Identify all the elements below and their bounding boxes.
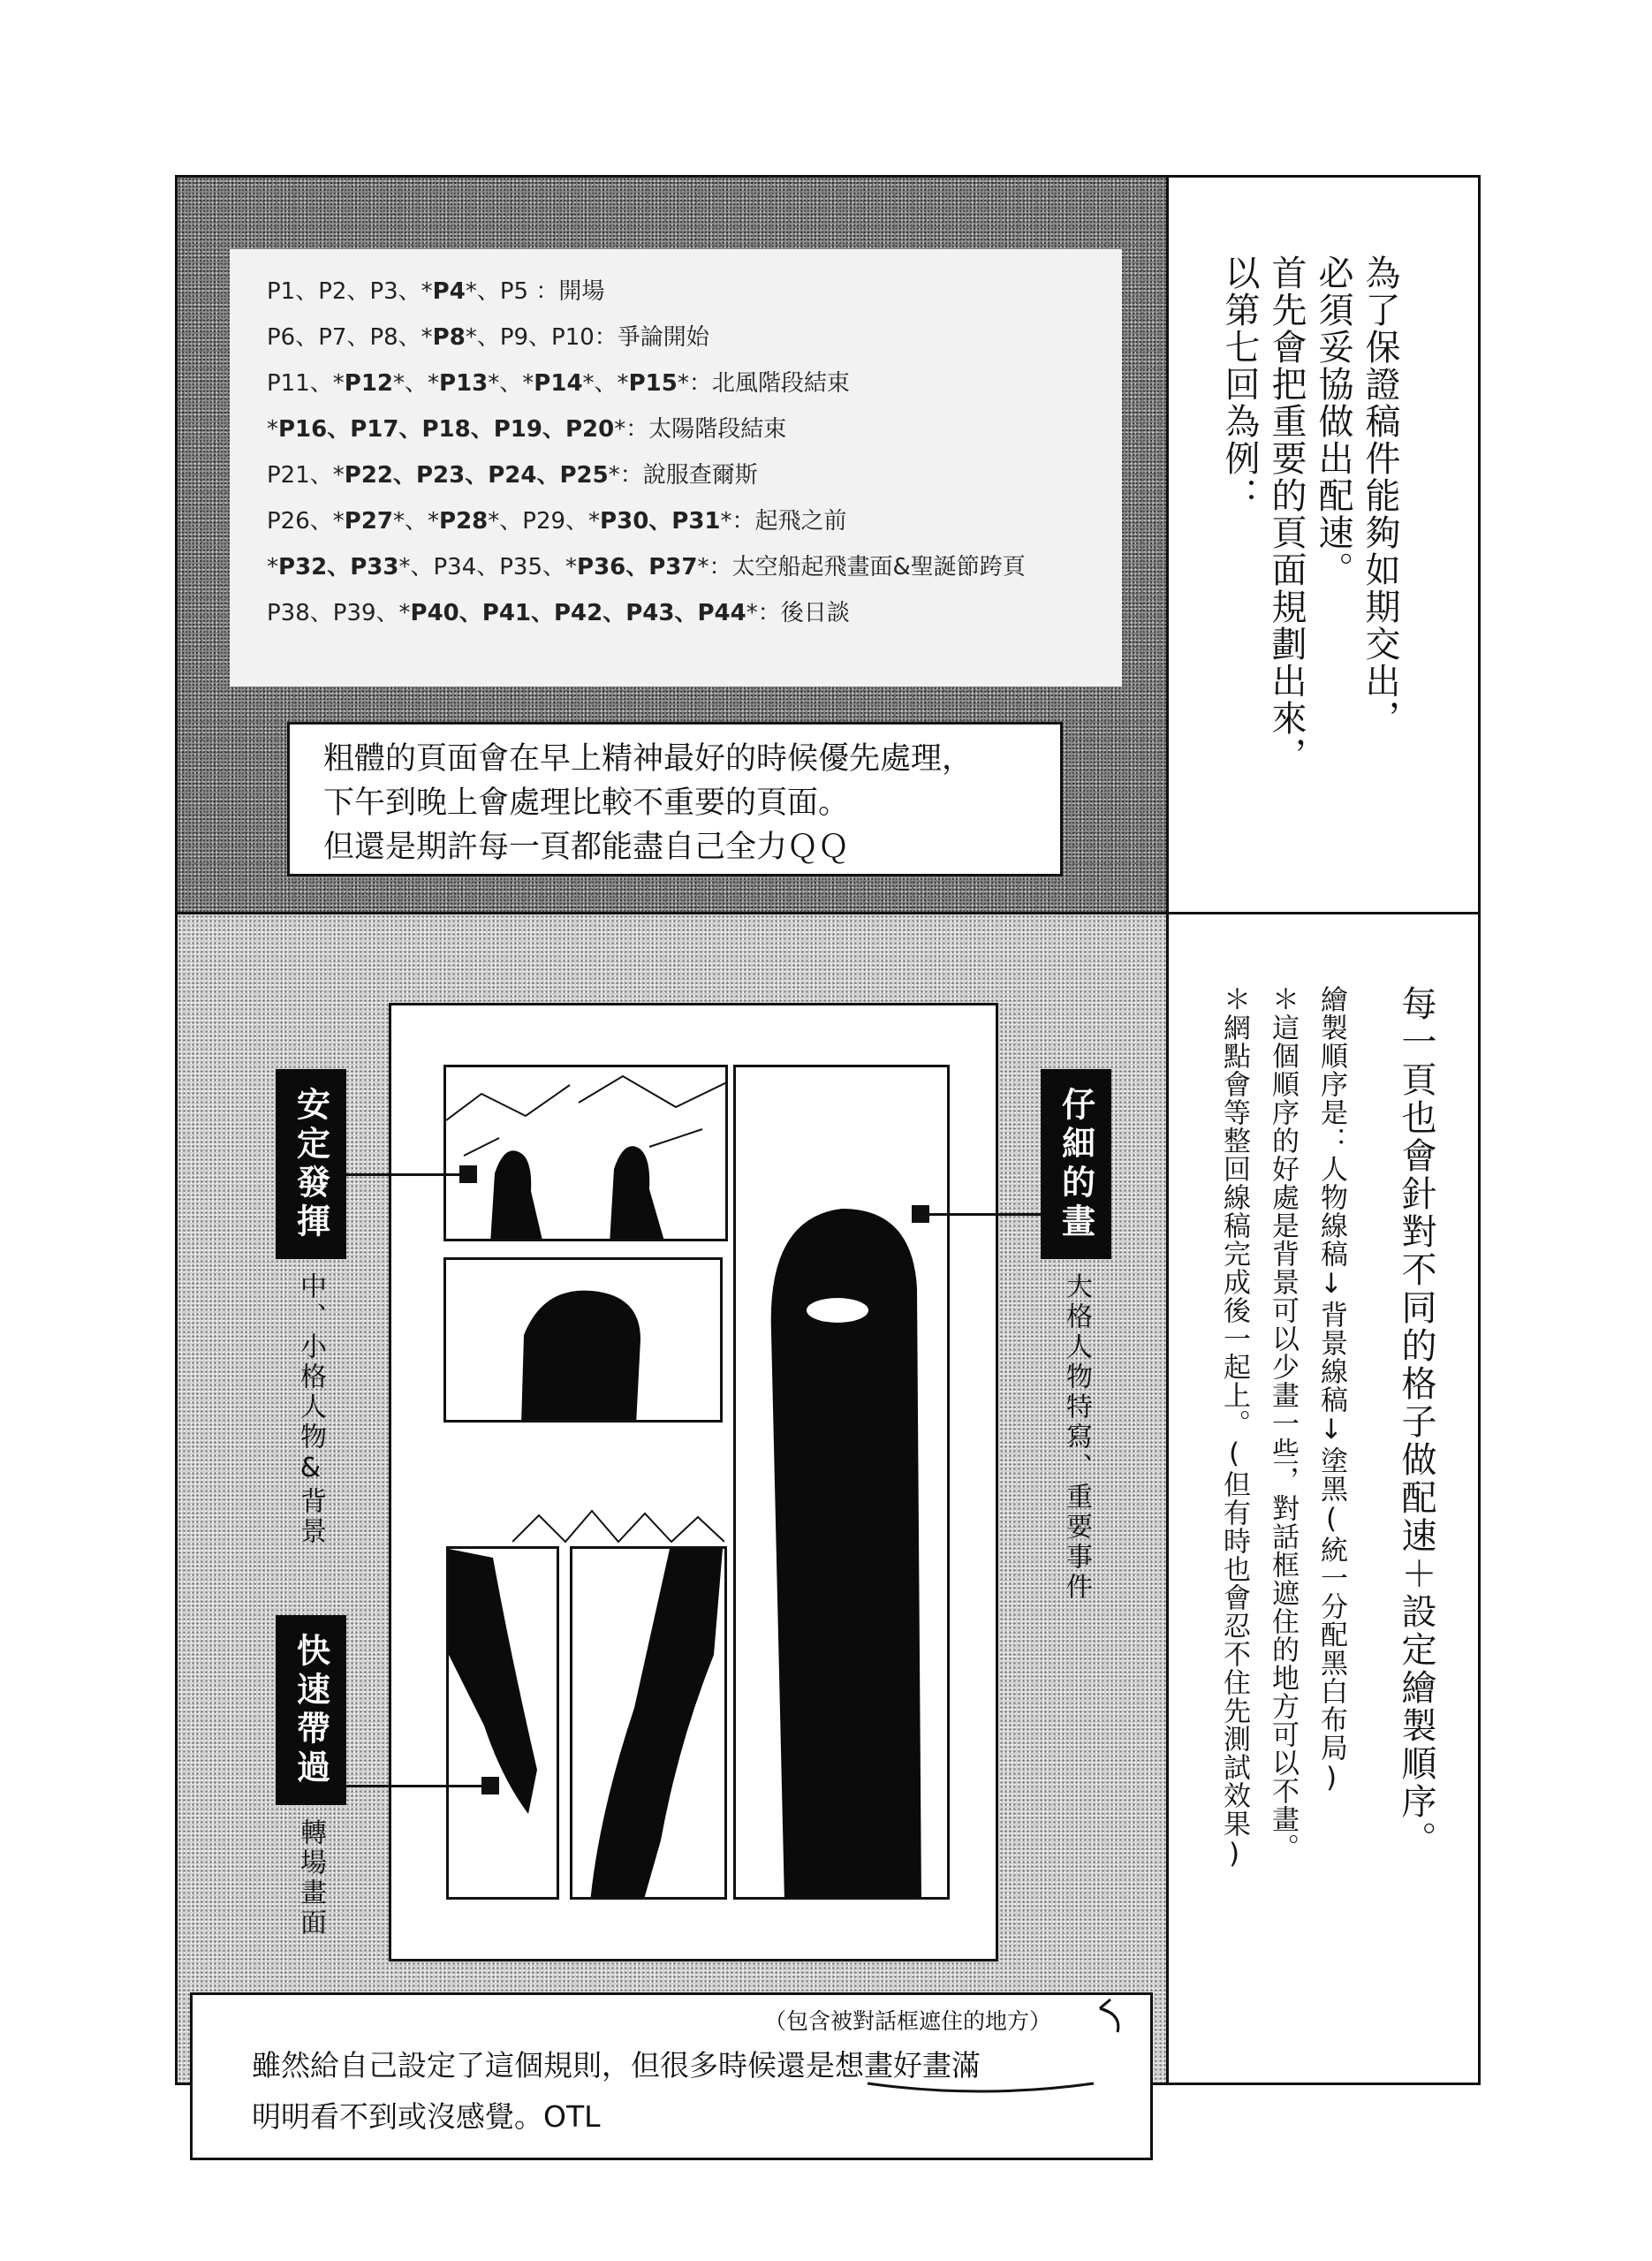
bubble-line: 粗體的頁面會在早上精神最好的時候優先處理，: [323, 741, 974, 777]
schedule-line: P38、P39、*P40、P41、P42、P43、P44*：後日談: [267, 600, 850, 626]
schedule-line: *P16、P17、P18、P19、P20*：太陽階段結束: [267, 416, 787, 443]
panel-transition-right: [570, 1546, 727, 1900]
bottom-note: （包含被對話框遮住的地方）: [764, 2008, 1052, 2034]
schedule-line: P11、*P12*、*P13*、*P14*、*P15*：北風階段結束: [267, 370, 850, 397]
marker-careful: [912, 1205, 929, 1223]
narration-main: 每一頁也會針對不同的格子做配速＋設定繪製順序。: [1396, 985, 1436, 1859]
bottom-arrow: [1091, 1992, 1135, 2040]
narration-line: 必須妥協做出配速。: [1313, 254, 1353, 588]
schedule-line: P1、P2、P3、*P4*、P5 ：開場: [267, 278, 605, 305]
schedule-line: P26、*P27*、*P28*、P29、*P30、P31*：起飛之前: [267, 508, 847, 535]
speech-bubble: [287, 722, 1063, 876]
bubble-line: 下午到晚上會處理比較不重要的頁面。: [323, 785, 850, 821]
caption-underline: [866, 2078, 1095, 2099]
sub-fast: 轉場畫面: [295, 1818, 326, 1939]
schedule-list: [267, 269, 1122, 636]
leader-careful: [919, 1213, 1042, 1216]
bubble-line: 但還是期許每一頁都能盡自己全力ＱＱ: [323, 830, 850, 865]
schedule-line: *P32、P33*、P34、P35、*P36、P37*：太空船起飛畫面&聖誕節跨頁: [267, 554, 1026, 580]
marker-stable: [459, 1165, 477, 1183]
marker-fast: [481, 1777, 499, 1794]
schedule-card: [230, 249, 1122, 687]
narration-note: 繪製順序是：人物線稿↓背景線稿↓塗黑(統一分配黑白布局): [1315, 985, 1347, 1794]
narration-note: ＊網點會等整回線稿完成後一起上。(但有時也會忍不住先測試效果): [1218, 985, 1250, 1870]
panel-large-figure: [733, 1065, 950, 1900]
bottom-caption-line: 明明看不到或沒感覺。OTL: [252, 2099, 601, 2134]
narration-line: 為了保證稿件能夠如期交出，: [1360, 254, 1400, 737]
bottom-caption-line: 雖然給自己設定了這個規則，但很多時候還是想畫好畫滿: [252, 2048, 981, 2083]
narration-line: 以第七回為例：: [1219, 254, 1260, 514]
narration-line: 首先會把重要的頁面規劃出來，: [1266, 254, 1307, 774]
schedule-line: P21、*P22、P23、P24、P25*：說服查爾斯: [267, 462, 758, 489]
schedule-line: P6、P7、P8、*P8*、P9、P10：爭論開始: [267, 324, 709, 351]
panel-figures: [443, 1065, 728, 1241]
portrait-sketch: [446, 1260, 723, 1423]
leader-stable: [346, 1173, 470, 1176]
large-figure-sketch: [736, 1067, 950, 1900]
transition-sketch: [449, 1549, 559, 1900]
panel-portrait: [443, 1257, 723, 1423]
narration-note: ＊這個順序的好處是背景可以少畫一些，對話框遮住的地方可以不畫。: [1267, 985, 1299, 1862]
sub-stable: 中、小格人物&背景: [295, 1272, 326, 1547]
sub-careful: 大格人物特寫、重要事件: [1061, 1272, 1092, 1603]
rooftops-sketch: [512, 1480, 724, 1551]
transition-sketch: [572, 1549, 727, 1900]
tag-careful: 仔細的畫: [1041, 1069, 1111, 1259]
two-figures-sketch: [446, 1067, 728, 1241]
leader-fast: [346, 1785, 486, 1787]
panel-transition-left: [446, 1546, 559, 1900]
tag-stable: 安定發揮: [276, 1069, 346, 1259]
tag-fast: 快速帶過: [276, 1615, 346, 1805]
